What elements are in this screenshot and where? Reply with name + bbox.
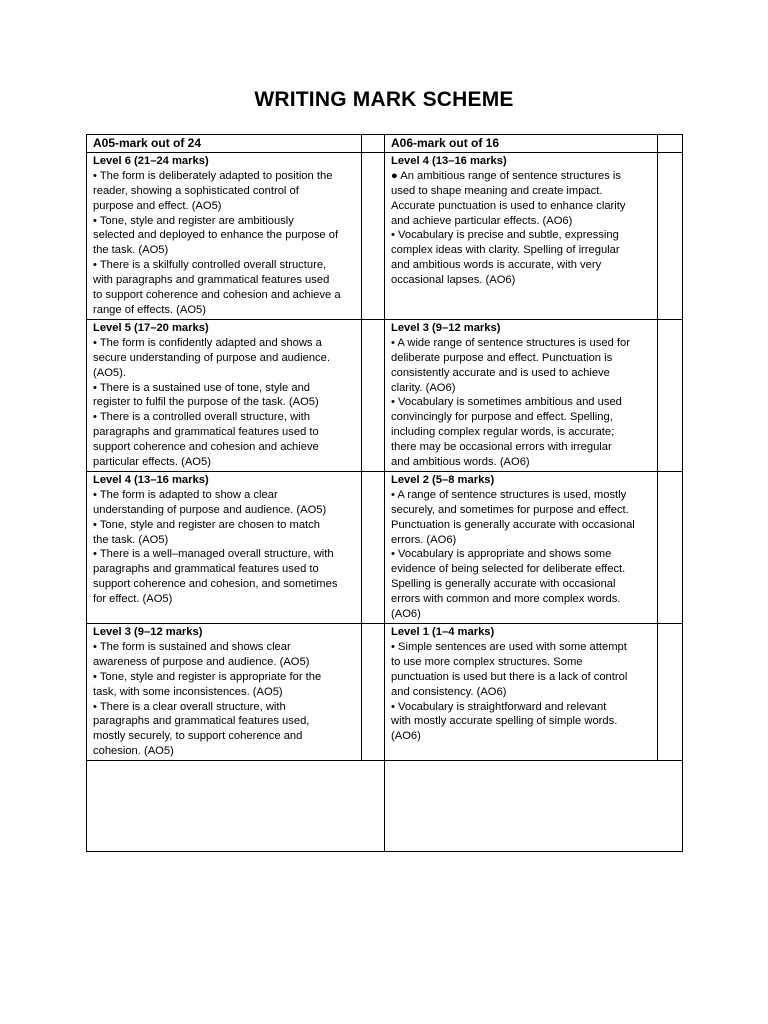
ao5-level-cell [87, 319, 362, 471]
ao5-narrow-cell [362, 135, 385, 153]
ao6-narrow-cell [658, 135, 683, 153]
ao5-descriptor-line: selected and deployed to enhance the purpose of [93, 229, 339, 242]
ao6-level-cell [385, 471, 658, 623]
level-row [87, 319, 683, 471]
ao6-descriptor-line: deliberate purpose and effect. Punctuation is [391, 351, 613, 364]
ao5-descriptor-line: • There is a well–managed overall structure, with [93, 548, 334, 561]
ao6-descriptor-line: consistently accurate and is used to achieve [391, 366, 610, 379]
ao6-level-cell [385, 319, 658, 471]
level-row [87, 152, 683, 319]
ao5-descriptor-line: cohesion. (AO5) [93, 745, 174, 758]
ao5-descriptor-line: reader, showing a sophisticated control of [93, 184, 299, 197]
ao5-descriptor-line: range of effects. (AO5) [93, 303, 206, 316]
ao6-descriptor-line: • A wide range of sentence structures is used for [391, 336, 630, 349]
level-row [87, 471, 683, 623]
ao5-descriptor-line: to support coherence and cohesion and achieve a [93, 289, 341, 302]
level-row [87, 624, 683, 761]
ao6-descriptor-line: • Vocabulary is appropriate and shows some [391, 548, 612, 561]
ao5-level-heading: Level 3 (9–12 marks) [93, 626, 203, 638]
ao5-level-cell [87, 471, 362, 623]
blank-cell-right [385, 761, 683, 852]
ao6-level-heading: Level 1 (1–4 marks) [391, 626, 495, 638]
ao5-descriptor-line: the task. (AO5) [93, 533, 169, 546]
ao5-descriptor-line: understanding of purpose and audience. (AO5) [93, 503, 327, 516]
ao5-descriptor-line: paragraphs and grammatical features used to [93, 426, 319, 439]
ao6-descriptor-line: convincingly for purpose and effect. Spelling, [391, 411, 613, 424]
ao6-descriptor-line: errors. (AO6) [391, 533, 457, 546]
ao6-descriptor-line: • Simple sentences are used with some attempt [391, 640, 627, 653]
ao5-level-heading: Level 5 (17–20 marks) [93, 321, 209, 334]
ao5-descriptor-line: the task. (AO5) [93, 244, 169, 257]
ao6-descriptor-line: punctuation is used but there is a lack of control [391, 670, 628, 683]
ao5-descriptor-line: • Tone, style and register is appropriate for the [93, 670, 322, 683]
ao5-descriptor-line: • The form is confidently adapted and shows a [93, 336, 322, 349]
ao6-level-heading: Level 3 (9–12 marks) [391, 321, 501, 334]
ao5-descriptor-line: task, with some inconsistences. (AO5) [93, 685, 283, 698]
ao6-narrow-cell [658, 319, 683, 471]
ao6-descriptor-line: and ambitious words. (AO6) [391, 456, 530, 469]
ao6-level-cell [385, 152, 658, 319]
ao5-descriptor-line: • There is a skilfully controlled overall structure, [93, 259, 327, 272]
ao6-descriptor-line: • A range of sentence structures is used, mostly [391, 488, 627, 501]
ao6-descriptor-line: and achieve particular effects. (AO6) [391, 214, 573, 227]
ao5-level-cell [87, 624, 362, 761]
ao6-narrow-cell [658, 624, 683, 761]
ao6-descriptor-line: occasional lapses. (AO6) [391, 274, 516, 287]
ao6-descriptor-line: there may be occasional errors with irregular [391, 441, 612, 454]
ao6-descriptor-line: Spelling is generally accurate with occasional [391, 578, 616, 591]
ao5-descriptor-line: • Tone, style and register are ambitiously [93, 214, 294, 227]
ao6-narrow-cell [658, 471, 683, 623]
ao6-descriptor-line: • Vocabulary is straightforward and relevant [391, 700, 607, 713]
ao5-descriptor-line: (AO5). [93, 366, 126, 379]
ao6-descriptor-line: (AO6) [391, 608, 421, 621]
ao6-descriptor-line: with mostly accurate spelling of simple words. [391, 715, 618, 728]
ao6-header: A06-mark out of 16 [385, 135, 658, 153]
ao6-descriptor-line: (AO6) [391, 730, 421, 743]
ao5-descriptor-line: paragraphs and grammatical features used to [93, 563, 319, 576]
ao5-descriptor-line: • The form is deliberately adapted to position the [93, 169, 333, 182]
ao5-descriptor-line: particular effects. (AO5) [93, 456, 211, 469]
ao5-descriptor-line: • There is a controlled overall structure, with [93, 411, 310, 424]
ao6-descriptor-line: and consistency. (AO6) [391, 685, 507, 698]
ao5-descriptor-line: • There is a clear overall structure, with [93, 700, 286, 713]
mark-scheme-body [87, 135, 683, 852]
ao6-level-heading: Level 4 (13–16 marks) [391, 154, 507, 167]
ao5-descriptor-line: • Tone, style and register are chosen to match [93, 518, 320, 531]
ao6-descriptor-line: • Vocabulary is precise and subtle, expressing [391, 229, 619, 242]
ao6-descriptor-line: errors with common and more complex words. [391, 593, 621, 606]
ao5-descriptor-line: support coherence and cohesion, and sometimes [93, 578, 338, 591]
ao6-descriptor-line: to use more complex structures. Some [391, 655, 583, 668]
page-title: WRITING MARK SCHEME [254, 88, 514, 111]
ao6-descriptor-line: securely, and sometimes for purpose and effect. [391, 503, 629, 516]
ao5-level-heading: Level 6 (21–24 marks) [93, 154, 209, 167]
ao6-level-cell [385, 624, 658, 761]
ao5-descriptor-line: purpose and effect. (AO5) [93, 199, 222, 212]
ao6-level-heading: Level 2 (5–8 marks) [391, 473, 495, 486]
ao5-narrow-cell [362, 471, 385, 623]
ao6-narrow-cell [658, 152, 683, 319]
ao5-descriptor-line: • The form is adapted to show a clear [93, 488, 278, 501]
ao6-descriptor-line: evidence of being selected for deliberate effect. [391, 563, 626, 576]
header-row [87, 135, 683, 153]
ao5-narrow-cell [362, 152, 385, 319]
ao6-descriptor-line: Punctuation is generally accurate with occasional [391, 518, 635, 531]
blank-row [87, 761, 683, 852]
ao5-level-cell [87, 152, 362, 319]
ao6-descriptor-line: Accurate punctuation is used to enhance clarity [391, 199, 626, 212]
ao5-descriptor-line: mostly securely, to support coherence and [93, 730, 303, 743]
ao5-descriptor-line: • There is a sustained use of tone, style and [93, 381, 311, 394]
ao5-descriptor-line: awareness of purpose and audience. (AO5) [93, 655, 310, 668]
ao6-descriptor-line: including complex regular words, is accurate; [391, 426, 615, 439]
ao6-descriptor-line: used to shape meaning and create impact. [391, 184, 603, 197]
ao5-descriptor-line: for effect. (AO5) [93, 593, 173, 606]
ao5-descriptor-line: support coherence and cohesion and achieve [93, 441, 319, 454]
ao5-descriptor-line: register to fulfil the purpose of the task. (AO5) [93, 396, 319, 409]
ao6-descriptor-line: complex ideas with clarity. Spelling of irregular [391, 244, 620, 257]
ao5-level-heading: Level 4 (13–16 marks) [93, 473, 209, 486]
ao5-header: A05-mark out of 24 [87, 135, 362, 153]
ao5-narrow-cell [362, 319, 385, 471]
ao6-descriptor-line: ● An ambitious range of sentence structures is [391, 169, 622, 182]
ao6-descriptor-line: • Vocabulary is sometimes ambitious and used [391, 396, 622, 409]
ao6-descriptor-line: and ambitious words is accurate, with very [391, 259, 602, 272]
ao5-descriptor-line: secure understanding of purpose and audience. [93, 351, 330, 364]
ao5-descriptor-line: with paragraphs and grammatical features used [93, 274, 330, 287]
ao5-descriptor-line: • The form is sustained and shows clear [93, 640, 291, 653]
ao5-narrow-cell [362, 624, 385, 761]
blank-cell-left [87, 761, 385, 852]
ao5-descriptor-line: paragraphs and grammatical features used, [93, 715, 310, 728]
ao6-descriptor-line: clarity. (AO6) [391, 381, 456, 394]
mark-scheme-table [86, 134, 683, 852]
